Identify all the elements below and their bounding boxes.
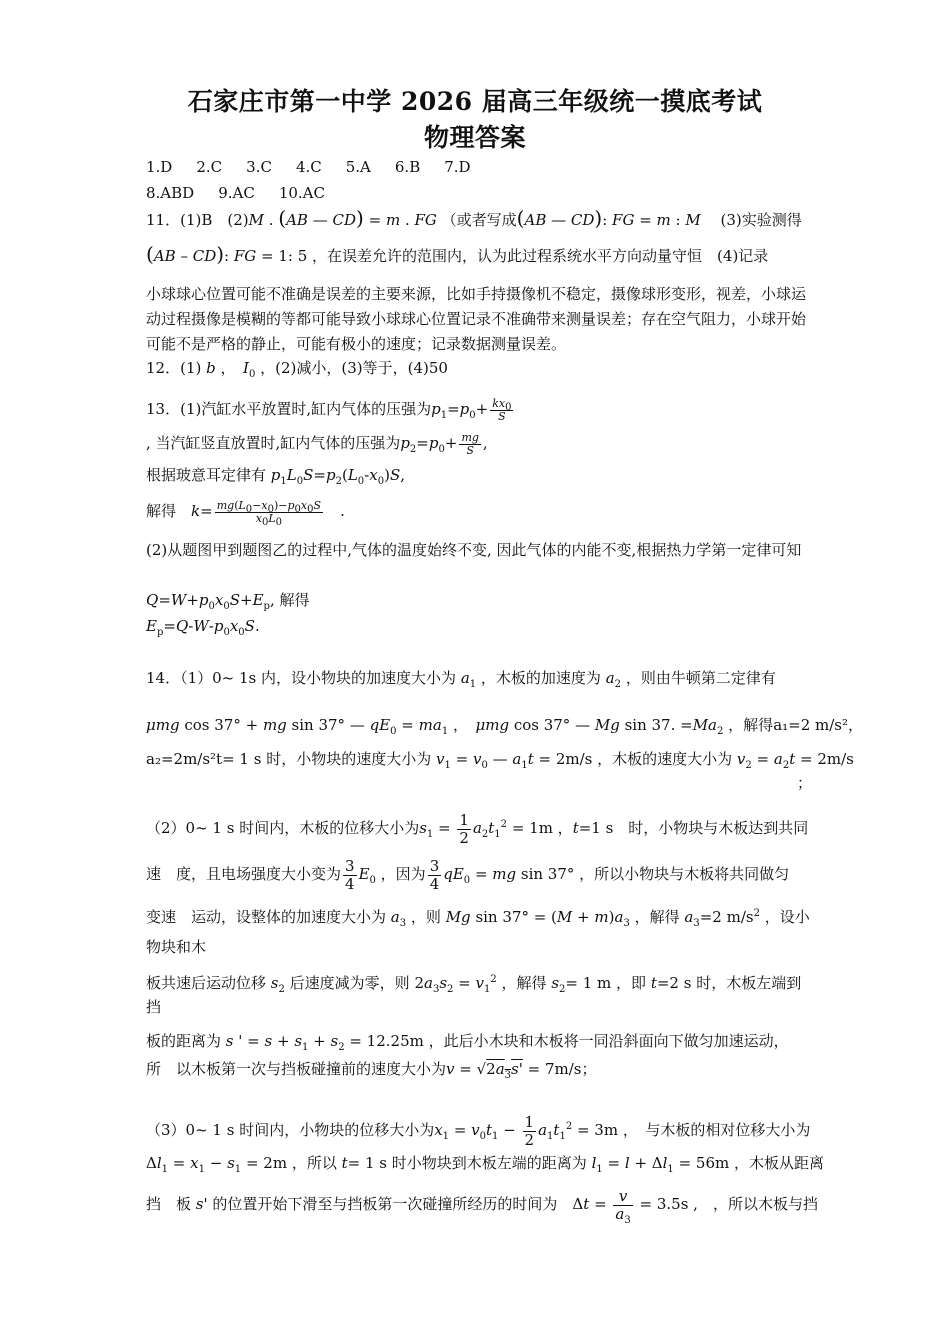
q14-part-3-line-3: 挡 板 s' 的位置开始下滑至与挡板第一次碰撞所经历的时间为 Δt = $\frac{v}{a_3}$ = 3.5s , ，所以木板与挡 <box>146 1186 818 1226</box>
q11-paragraph: 小球球心位置可能不准确是误差的主要来源，比如手持摄像机不稳定，摄像球形变形，视差，小球运动过程摄像是模糊的等都可能导致小球球心位置记录不准确带来测量误差；存在空气阻力，小球开始可能不是严格的静止，可能有极小的速度；记录数据测量误差。 <box>146 285 807 353</box>
answer-1: 1.D <box>146 158 173 176</box>
q13-line-4: 解得 k= $\frac{mg(L_0-x_0)-p_0x_0S}{x_0L_0}$ . <box>146 498 345 528</box>
q13-line-7: $E_p=Q-W-p_0x_0S$. <box>146 617 260 638</box>
answer-9: 9.AC <box>218 184 255 202</box>
answer-4: 4.C <box>295 158 322 176</box>
q13-line-6: $Q=W+p_0x_0S+E_p$, 解得 <box>146 591 310 612</box>
q14-part-2-line-2: 速 度，且电场强度大小变为 $\frac{3}{4}$ $E_0$ ，因为 $\frac{3}{4}$ $qE_0$ = mg sin 37° ，所以小物块与木板将共同做匀 <box>146 856 790 893</box>
q12-line: 12．(1) b ， $I_0$ ，(2)减小，(3)等于，(4)50 <box>146 359 448 380</box>
answer-8: 8.ABD <box>146 184 195 202</box>
q14-line-3-end: ； <box>796 774 812 792</box>
q13-line-2: , 当汽缸竖直放置时,缸内气体的压强为$p_2=p_0+$ $\frac{mg}{S}$ , <box>146 430 488 457</box>
answer-6: 6.B <box>394 158 421 176</box>
q11-line-1: 11．(1)B (2)M . (AB — CD) = m . FG （或者写成(AB — CD): FG = m : M (3)实验测得 <box>146 206 802 230</box>
q11-line-2: (AB – CD): FG = 1: 5 ，在误差允许的范围内，认为此过程系统水平方向动量守恒 (4)记录 <box>146 242 769 266</box>
q14-part-2-line-5: 板共速后运动位移 $s_2$ 后速度减为零，则 $2a_3s_2 = v_1^2$ ，解得 $s_2= 1$ m ，即 t=2 s 时，木板左端到 <box>146 974 802 995</box>
q14-part-2-line-1: （2）0~ 1 s 时间内，木板的位移大小为$s_1$ = $\frac{1}{2}$ $a_2t_1^2 = 1m$ ，t=1 s 时，小物块与木板达到共同 <box>146 810 809 847</box>
q13-line-1: 13．(1)汽缸水平放置时,缸内气体的压强为$p_1=p_0+$ $\frac{kx_0}{S}$ <box>146 396 512 423</box>
q14-part-2-line-7: 板的距离为 s ' = $s + s_1 + s_2 = 12.25m$ ，此后小木块和木板将一同沿斜面向下做匀加速运动， <box>146 1032 789 1053</box>
q14-part-3-line-1: （3）0~ 1 s 时间内，小物块的位移大小为$x_1 = v_0t_1$ − $\frac{1}{2}$ $a_1t_1^2 = 3m$ ， 与木板的相对位移大小为 <box>146 1112 811 1149</box>
q14-part-3-line-2: $\Delta l_1 = x_1 - s_1 = 2m$ ，所以 t= 1 s 时小物块到木板左端的距离为 $l_1 = l + \Delta l_1 = 56m$ ，木板从距离 <box>146 1154 824 1175</box>
q14-part-2-line-6: 挡 <box>146 998 162 1016</box>
exam-title: 石家庄市第一中学 2026 届高三年级统一摸底考试 <box>187 87 763 116</box>
q14-part-2-line-3: 变速 运动，设整体的加速度大小为 $a_3$ ，则 Mg $\sin 37^\circ = (M + m)a_3$ ，解得 $a_3=2$ $m/s^2$ ，设小 <box>146 908 810 929</box>
q14-part-2-line-8: 所 以木板第一次与挡板碰撞前的速度大小为$v = √2a_3s' = 7m/s$； <box>146 1060 597 1081</box>
q14-line-3: a₂=2m/s²t= 1 s 时，小物块的速度大小为 $v_1 = v_0$ — $a_1t = 2m/s$ ，木板的速度大小为 $v_2 = a_2t = 2m/s$ <box>146 750 854 771</box>
q14-line-2: μmg cos 37° + mg sin 37° — $qE_0 = ma_1$ ， μmg cos 37° — Mg sin 37. $=Ma_2$ ，解得a₁=2 m/s²， <box>146 716 864 737</box>
answer-10: 10.AC <box>278 184 325 202</box>
answer-5: 5.A <box>345 158 371 176</box>
answer-2: 2.C <box>196 158 223 176</box>
choice-answers-row-2 <box>146 182 812 204</box>
q13-line-3: 根据玻意耳定律有 $p_1L_0S=p_2(L_0-x_0)S$, <box>146 466 406 487</box>
choice-answers-row-1 <box>146 156 812 178</box>
q13-part-2: (2)从题图甲到题图乙的过程中,气体的温度始终不变, 因此气体的内能不变,根据热力学第一定律可知 <box>146 541 802 559</box>
q14-part-2-line-4: 物块和木 <box>146 938 207 956</box>
q14-line-1: 14．（1）0~ 1s 内，设小物块的加速度大小为 $a_1$ ，木板的加速度为 $a_2$ ，则由牛顿第二定律有 <box>146 669 776 690</box>
answer-3: 3.C <box>246 158 272 176</box>
answer-subtitle: 物理答案 <box>423 123 526 152</box>
answer-7: 7.D <box>444 158 471 176</box>
